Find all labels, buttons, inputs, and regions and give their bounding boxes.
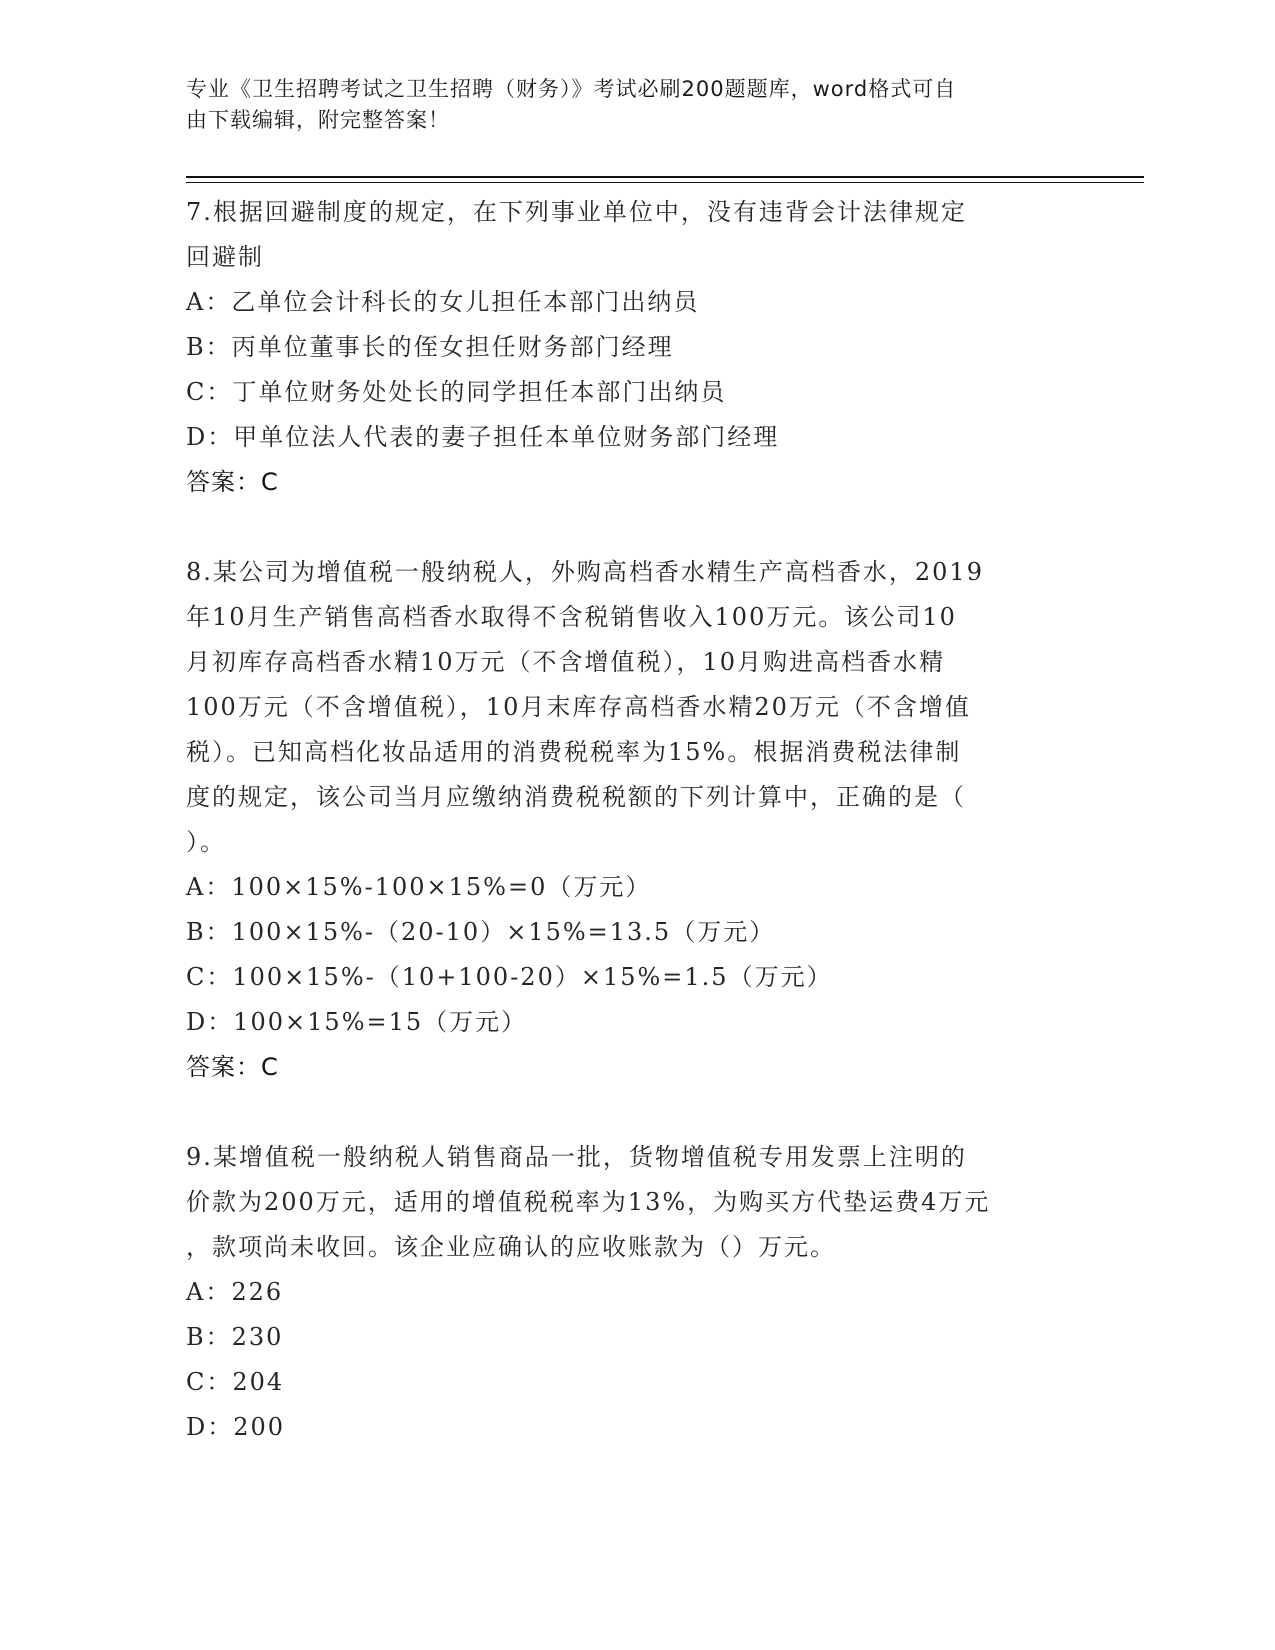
header-rule-thin bbox=[186, 182, 1144, 183]
header-line-1: 专业《卫生招聘考试之卫生招聘（财务）》考试必刷200题题库，word格式可自 bbox=[186, 77, 957, 101]
question-stem-line: 月初库存高档香水精10万元（不含增值税），10月购进高档香水精 bbox=[186, 648, 946, 676]
question-stem-line: 税）。已知高档化妆品适用的消费税税率为15%。根据消费税法律制 bbox=[186, 738, 962, 766]
option-c: C：丁单位财务处处长的同学担任本部门出纳员 bbox=[186, 378, 727, 406]
question-7 bbox=[186, 190, 1076, 505]
question-stem-line: 7.根据回避制度的规定，在下列事业单位中，没有违背会计法律规定 bbox=[186, 198, 967, 226]
question-stem-line: 价款为200万元，适用的增值税税率为13%，为购买方代垫运费4万元 bbox=[186, 1188, 991, 1216]
option-a: A：226 bbox=[186, 1278, 284, 1306]
questions-body bbox=[186, 190, 1076, 1450]
option-d: D：100×15%=15（万元） bbox=[186, 1008, 528, 1036]
option-b: B：230 bbox=[186, 1323, 284, 1351]
question-stem-line: 9.某增值税一般纳税人销售商品一批，货物增值税专用发票上注明的 bbox=[186, 1143, 967, 1171]
option-c: C：100×15%-（10+100-20）×15%=1.5（万元） bbox=[186, 963, 833, 991]
option-d: D：200 bbox=[186, 1413, 286, 1441]
option-b: B：丙单位董事长的侄女担任财务部门经理 bbox=[186, 333, 674, 361]
question-stem-line: ）。 bbox=[186, 828, 226, 856]
question-stem-line: 年10月生产销售高档香水取得不含税销售收入100万元。该公司10 bbox=[186, 603, 957, 631]
header-rule-thick bbox=[186, 176, 1144, 178]
option-a: A：100×15%-100×15%=0（万元） bbox=[186, 873, 652, 901]
question-stem-line: 回避制 bbox=[186, 243, 264, 271]
document-header bbox=[186, 74, 1066, 136]
answer: 答案：C bbox=[186, 468, 279, 496]
question-stem-line: 100万元（不含增值税），10月末库存高档香水精20万元（不含增值 bbox=[186, 693, 971, 721]
header-line-2: 由下载编辑，附完整答案！ bbox=[186, 108, 450, 132]
question-stem-line: 度的规定，该公司当月应缴纳消费税税额的下列计算中，正确的是（ bbox=[186, 783, 966, 811]
option-c: C：204 bbox=[186, 1368, 285, 1396]
question-stem-line: ，款项尚未收回。该企业应确认的应收账款为（）万元。 bbox=[186, 1233, 836, 1261]
question-9 bbox=[186, 1135, 1076, 1450]
answer: 答案：C bbox=[186, 1053, 279, 1081]
option-a: A：乙单位会计科长的女儿担任本部门出纳员 bbox=[186, 288, 700, 316]
question-8 bbox=[186, 550, 1076, 1090]
option-d: D：甲单位法人代表的妻子担任本单位财务部门经理 bbox=[186, 423, 780, 451]
question-stem-line: 8.某公司为增值税一般纳税人，外购高档香水精生产高档香水，2019 bbox=[186, 558, 984, 586]
option-b: B：100×15%-（20-10）×15%=13.5（万元） bbox=[186, 918, 776, 946]
